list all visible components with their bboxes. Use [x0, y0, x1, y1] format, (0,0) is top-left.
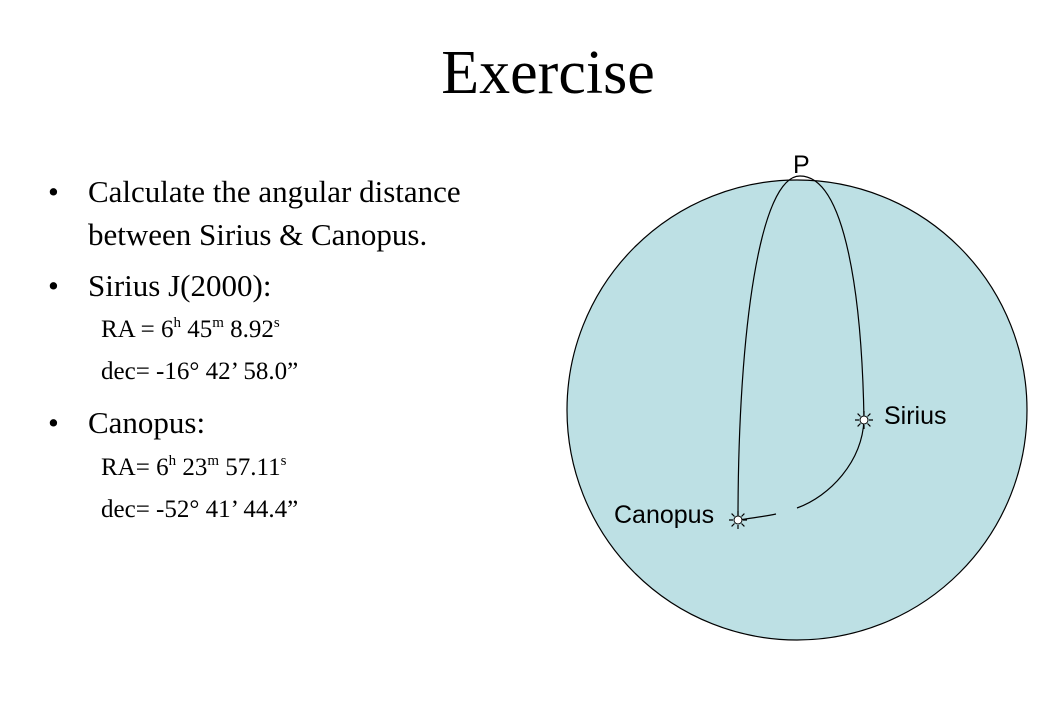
sirius-dec: dec= -16° 42’ 58.0”	[101, 358, 299, 385]
celestial-sphere	[567, 180, 1027, 640]
sirius-ra: RA = $6^h$ 45$^m$ 8.92$^s$	[101, 315, 280, 343]
sirius-star-icon	[855, 411, 873, 429]
sirius-heading: Sirius J(2000):	[88, 268, 272, 303]
bullet-dot: •	[48, 174, 59, 209]
bullet-dot: •	[48, 405, 59, 440]
task-text-line2: between Sirius & Canopus.	[88, 217, 428, 252]
canopus-label: Canopus	[614, 501, 715, 529]
bullet-dot: •	[48, 268, 59, 303]
canopus-ra: $RA= 6^h$ 23$^m$ 57.11$^s$	[101, 453, 287, 481]
canopus-dec: dec= -52° 41’ 44.4”	[101, 496, 299, 523]
canopus-heading: Canopus:	[88, 405, 206, 440]
slide-title: Exercise	[441, 39, 655, 107]
task-text-line1: Calculate the angular distance	[88, 174, 461, 209]
canopus-star-icon	[729, 511, 747, 529]
sirius-label: Sirius	[884, 402, 947, 430]
pole-label: P	[793, 151, 810, 179]
